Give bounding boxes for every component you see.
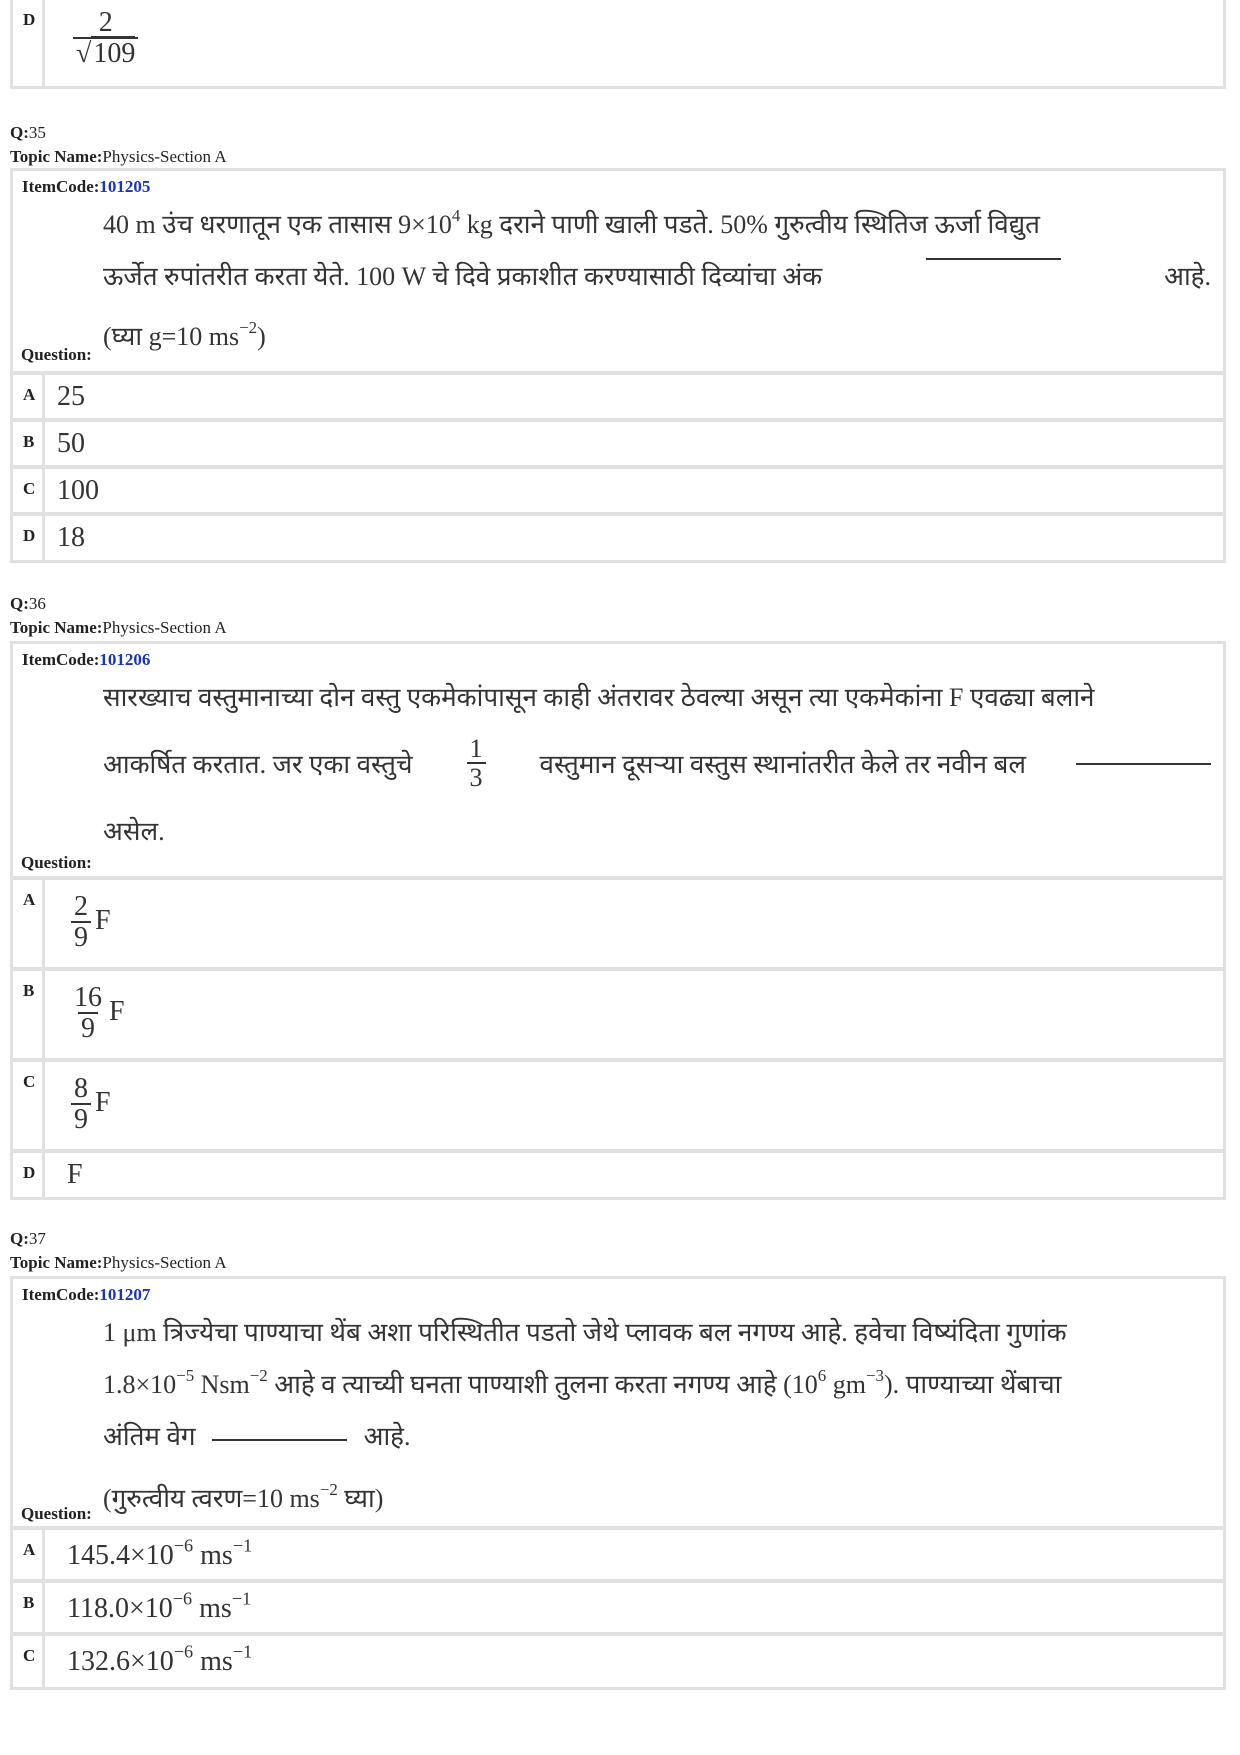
question-label: Question: [21,1504,92,1523]
option-a[interactable] [10,372,1226,421]
item-code: ItemCode:101205 [22,177,151,196]
option-letter: B [23,1593,35,1612]
question-block: ItemCode:101206 सारख्याच वस्तुमानाच्या दोन वस्तु एकमेकांपासून काही अंतरावर ठेवल्या असून त्या एकमेकांना F एवढ्या बलाने आकर्षित करतात. जर एका वस्तुचे $\frac{1}{3}$ वस्तुमान दूसऱ्या वस्तुस स्थानांतरीत केले तर नवीन बल असेल. Question: [10,641,1226,879]
topic-name: Topic Name:Physics-Section A [10,147,227,166]
question-block: ItemCode:101207 1 μm त्रिज्येचा पाण्याचा थेंब अशा परिस्थितीत पडतो जेथे प्लावक बल नगण्य आहे. हवेचा विष्यंदिता गुणांक $1.8\times 10^{-5}$ Nsm$^{-2}$ आहे व त्याच्यी घनता पाण्याशी तुलना करता नगण्य आहे ($10^6$ $gm^{-3}$). पाण्याच्या थेंबाचा अंतिम वेग आहे. (गुरुत्वीय त्वरण=10 $ms^{-2}$ घ्या) Question: [10,1276,1226,1529]
option-value: $\frac{8}{9}$ F [67,1074,111,1135]
answer-blank [1076,762,1211,765]
option-value: 50 [57,428,85,459]
option-letter: A [23,385,36,404]
radicand: 109 [93,38,136,70]
option-letter: B [23,981,35,1000]
sqrt-symbol: √ [76,38,92,70]
option-d[interactable] [10,513,1226,563]
question-number: Q:36 [10,594,46,613]
option-letter: C [23,1646,36,1665]
option-letter: B [23,432,35,451]
fraction: $\frac{1}{3}$ [467,735,486,792]
question-label: Question: [21,853,92,872]
answer-blank [212,1438,347,1441]
option-value: $132.6\times 10^{-6}$ $ms^{-1}$ [67,1641,253,1677]
topic-name: Topic Name:Physics-Section A [10,618,227,637]
option-letter: D [23,526,36,545]
option-letter: D [23,10,36,29]
option-letter: C [23,1072,36,1091]
option-b[interactable] [10,419,1226,468]
option-letter: C [23,479,36,498]
option-value: $\frac{2}{9}$ F [67,892,111,953]
item-code: ItemCode:101206 [22,650,151,669]
topic-name: Topic Name:Physics-Section A [10,1253,227,1272]
option-letter: A [23,1540,36,1559]
option-c[interactable] [10,1633,1226,1690]
option-b[interactable] [10,968,1226,1061]
fraction-numerator: 2 [98,7,113,38]
option-c[interactable] [10,466,1226,515]
option-value [69,8,142,69]
answer-blank [926,257,1061,260]
option-value: $145.4\times 10^{-6}$ $ms^{-1}$ [67,1535,253,1571]
question-number: Q:37 [10,1229,46,1248]
prev-option-d[interactable] [10,0,1226,89]
option-b[interactable] [10,1580,1226,1635]
question-block: ItemCode:101205 40 m उंच धरणातून एक तासास $9\times 10^4$ kg दराने पाणी खाली पडते. 50% गुरुत्वीय स्थितिज ऊर्जा विद्युत ऊर्जेत रुपांतरीत करता येते. 100 W चे दिवे प्रकाशीत करण्यासाठी दिव्यांचा अंक आहे. (घ्या g=10 $ms^{-2}$) Question: [10,168,1226,374]
option-value: 18 [57,522,85,553]
option-d[interactable] [10,1150,1226,1200]
question-label: Question: [21,345,92,364]
option-c[interactable] [10,1059,1226,1152]
question-number: Q:35 [10,123,46,142]
option-a[interactable] [10,877,1226,970]
option-a[interactable] [10,1527,1226,1582]
option-value: F [67,1159,83,1190]
option-value: $118.0\times 10^{-6}$ $ms^{-1}$ [67,1588,252,1624]
option-value: 100 [57,475,99,506]
option-value: 25 [57,381,85,412]
option-value: $\frac{16}{9}$ F [74,982,125,1045]
option-letter: D [23,1163,36,1182]
item-code: ItemCode:101207 [22,1285,151,1304]
option-letter: A [23,890,36,909]
